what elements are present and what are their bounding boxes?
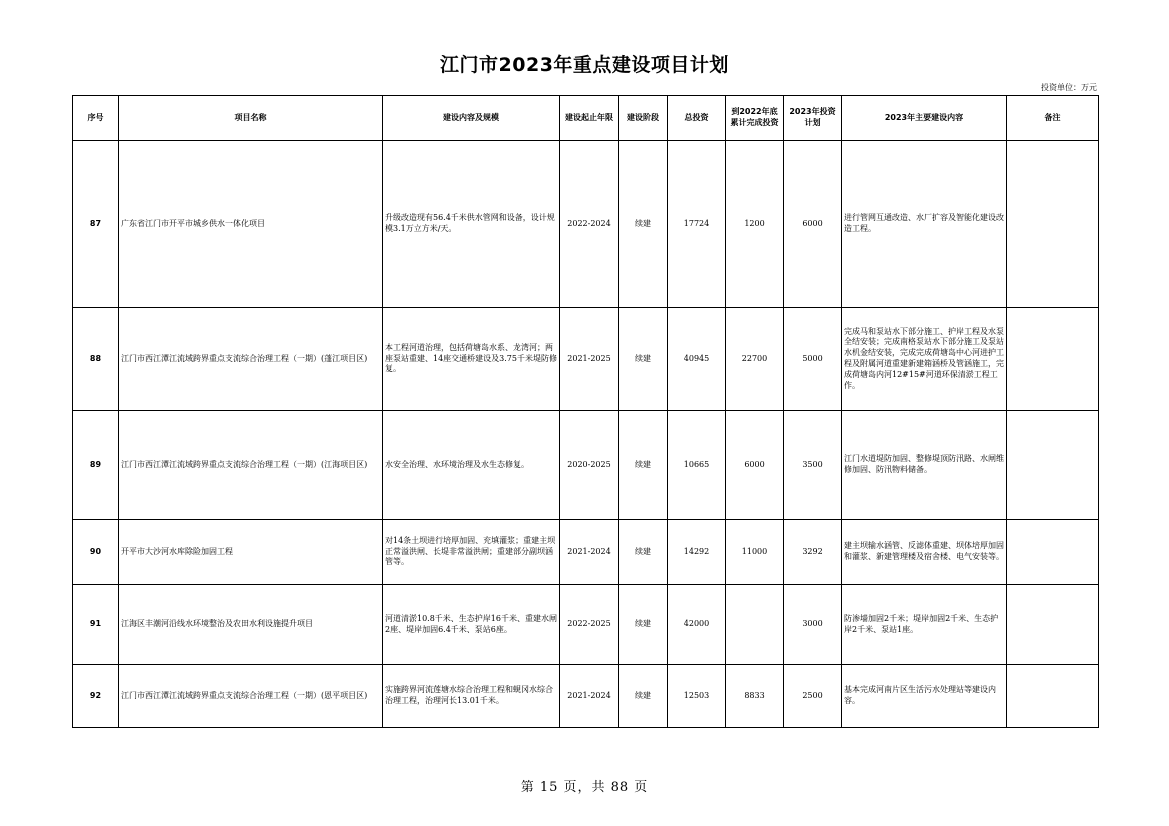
row-seq: 88 <box>73 308 119 411</box>
row-stage: 续建 <box>619 308 668 411</box>
row-name: 江门市西江潭江流域跨界重点支流综合治理工程（一期）(江海项目区) <box>119 411 383 520</box>
row-remark <box>1007 520 1099 585</box>
row-plan2023: 5000 <box>784 308 842 411</box>
row-total: 10665 <box>668 411 726 520</box>
header-done2022: 到2022年底累计完成投资 <box>726 96 784 141</box>
header-period: 建设起止年限 <box>560 96 619 141</box>
row-period: 2021-2024 <box>560 520 619 585</box>
header-name: 项目名称 <box>119 96 383 141</box>
row-content: 本工程河道治理，包括荷塘岛水系、龙湾河；两座泵站重建、14座交通桥建设及3.75千米堤防修复。 <box>383 308 560 411</box>
row-plan2023: 6000 <box>784 141 842 308</box>
header-remark: 备注 <box>1007 96 1099 141</box>
row-stage: 续建 <box>619 520 668 585</box>
header-total: 总投资 <box>668 96 726 141</box>
row-period: 2022-2025 <box>560 585 619 665</box>
table-row <box>73 141 1099 308</box>
row-remark <box>1007 308 1099 411</box>
row-seq: 89 <box>73 411 119 520</box>
row-plan2023: 3500 <box>784 411 842 520</box>
row-plan2023: 3000 <box>784 585 842 665</box>
row-done2022: 22700 <box>726 308 784 411</box>
row-content: 河道清淤10.8千米、生态护岸16千米、重建水闸2座、堤岸加固6.4千米、泵站6座。 <box>383 585 560 665</box>
row-content: 对14条土坝进行培厚加固、充填灌浆；重建主坝正常溢洪闸、长堤非常溢洪闸；重建部分副坝涵管等。 <box>383 520 560 585</box>
row-main2023: 完成马和泵站水下部分施工、护岸工程及水泵全结安装；完成南格泵站水下部分施工及泵站水机金结安装，完成完成荷塘岛中心河进护工程及附属河道重建新建箱涵桥及管涵施工，完成荷塘岛内河12#15#河道环保清淤工程工作。 <box>842 308 1007 411</box>
row-seq: 87 <box>73 141 119 308</box>
row-total: 12503 <box>668 665 726 728</box>
row-plan2023: 2500 <box>784 665 842 728</box>
row-plan2023: 3292 <box>784 520 842 585</box>
row-content: 实施跨界河流莲塘水综合治理工程和蜆冈水综合治理工程，治理河长13.01千米。 <box>383 665 560 728</box>
row-stage: 续建 <box>619 141 668 308</box>
header-content: 建设内容及规模 <box>383 96 560 141</box>
table-row <box>73 411 1099 520</box>
header-main2023: 2023年主要建设内容 <box>842 96 1007 141</box>
row-seq: 90 <box>73 520 119 585</box>
row-content: 水安全治理、水环境治理及水生态修复。 <box>383 411 560 520</box>
row-name: 开平市大沙河水库除险加固工程 <box>119 520 383 585</box>
investment-unit-note: 投资单位：万元 <box>1041 83 1097 92</box>
header-plan2023: 2023年投资计划 <box>784 96 842 141</box>
row-done2022: 11000 <box>726 520 784 585</box>
table-row <box>73 308 1099 411</box>
row-remark <box>1007 141 1099 308</box>
row-total: 40945 <box>668 308 726 411</box>
row-main2023: 进行管网互通改造、水厂扩容及智能化建设改造工程。 <box>842 141 1007 308</box>
row-main2023: 江门水道堤防加固、整修堤顶防汛路、水闸维修加固、防汛物料储备。 <box>842 411 1007 520</box>
row-stage: 续建 <box>619 411 668 520</box>
row-main2023: 建主坝输水涵管、反滤体重建、坝体培厚加固和灌浆、新建管理楼及宿舍楼、电气安装等。 <box>842 520 1007 585</box>
row-done2022 <box>726 585 784 665</box>
row-name: 江门市西江潭江流域跨界重点支流综合治理工程（一期）(恩平项目区) <box>119 665 383 728</box>
row-name: 广东省江门市开平市城乡供水一体化项目 <box>119 141 383 308</box>
row-period: 2021-2025 <box>560 308 619 411</box>
header-seq: 序号 <box>73 96 119 141</box>
row-total: 42000 <box>668 585 726 665</box>
row-period: 2022-2024 <box>560 141 619 308</box>
table-row <box>73 585 1099 665</box>
row-main2023: 防渗墙加固2千米；堤岸加固2千米、生态护岸2千米、泵站1座。 <box>842 585 1007 665</box>
row-name: 江海区丰潮河沿线水环境整治及农田水利设施提升项目 <box>119 585 383 665</box>
row-stage: 续建 <box>619 665 668 728</box>
row-remark <box>1007 665 1099 728</box>
row-remark <box>1007 585 1099 665</box>
row-period: 2020-2025 <box>560 411 619 520</box>
row-name: 江门市西江潭江流域跨界重点支流综合治理工程（一期）(蓬江项目区) <box>119 308 383 411</box>
row-seq: 91 <box>73 585 119 665</box>
table-header-row <box>73 96 1099 141</box>
table-row <box>73 520 1099 585</box>
row-content: 升级改造现有56.4千米供水管网和设备，设计规模3.1万立方米/天。 <box>383 141 560 308</box>
row-total: 17724 <box>668 141 726 308</box>
project-plan-table <box>72 95 1099 728</box>
row-main2023: 基本完成河南片区生活污水处理站等建设内容。 <box>842 665 1007 728</box>
table-row <box>73 665 1099 728</box>
page-footer: 第 15 页，共 88 页 <box>520 780 649 795</box>
header-stage: 建设阶段 <box>619 96 668 141</box>
row-total: 14292 <box>668 520 726 585</box>
page-title: 江门市2023年重点建设项目计划 <box>440 54 729 76</box>
row-done2022: 6000 <box>726 411 784 520</box>
row-remark <box>1007 411 1099 520</box>
row-stage: 续建 <box>619 585 668 665</box>
row-done2022: 1200 <box>726 141 784 308</box>
row-done2022: 8833 <box>726 665 784 728</box>
row-period: 2021-2024 <box>560 665 619 728</box>
row-seq: 92 <box>73 665 119 728</box>
